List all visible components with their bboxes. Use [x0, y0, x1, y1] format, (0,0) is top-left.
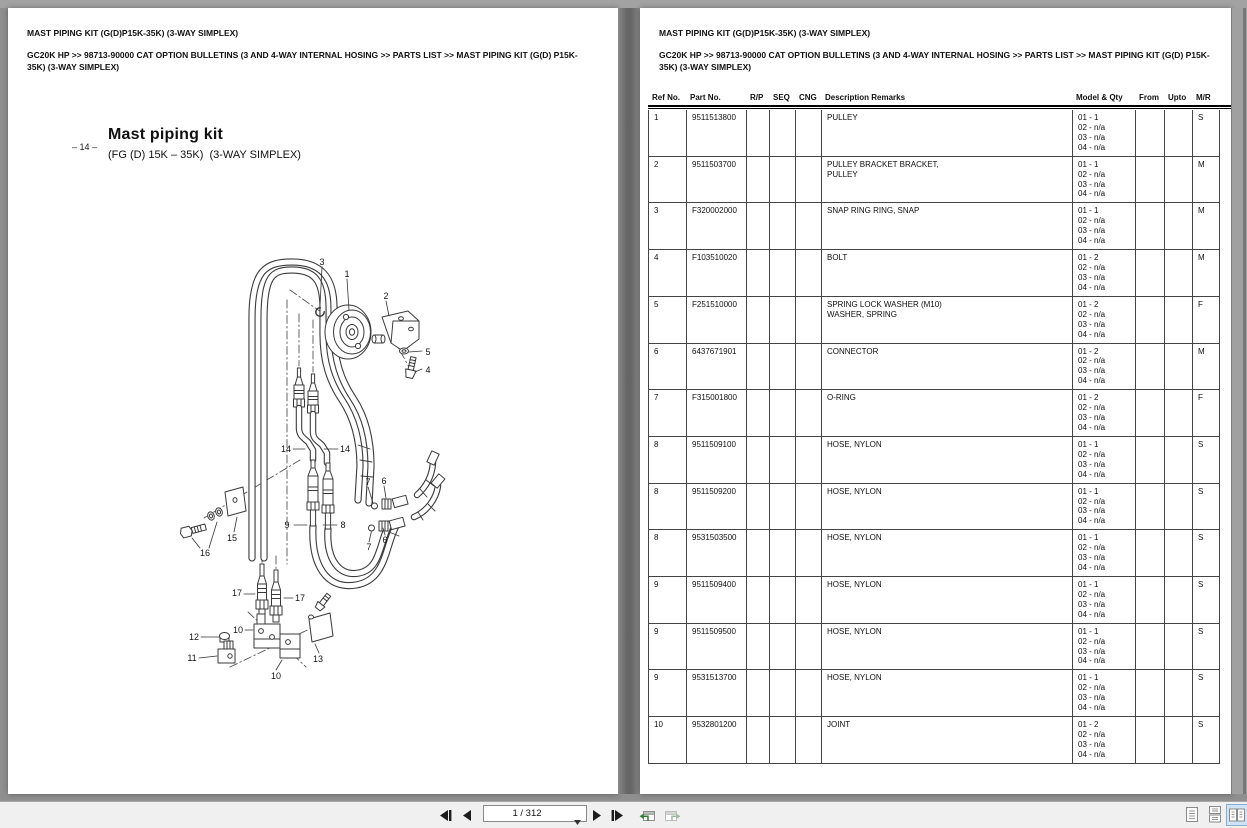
table-cell: PULLEY — [822, 110, 1073, 157]
table-cell: 8 — [649, 530, 687, 577]
parts-table-header — [648, 93, 1219, 102]
previous-view-button[interactable] — [637, 807, 657, 823]
table-cell — [1136, 670, 1165, 717]
table-row — [649, 484, 1221, 531]
table-cell — [770, 437, 796, 484]
table-cell — [1165, 297, 1193, 344]
left-page-breadcrumb: GC20K HP >> 98713-90000 CAT OPTION BULLETINS (3 AND 4-WAY INTERNAL HOSING >> PARTS LIST >> MAST PIPING KIT (G(D) P15K-35K) (3-WAY SIMPLEX) — [27, 50, 578, 72]
table-cell — [1165, 344, 1193, 391]
table-cell: 9 — [649, 670, 687, 717]
previous-page-button[interactable] — [461, 809, 479, 822]
table-cell: M — [1193, 250, 1220, 297]
page-number-combobox[interactable] — [483, 805, 587, 822]
table-cell — [1165, 670, 1193, 717]
table-cell — [796, 110, 822, 157]
top-margin-strip — [0, 0, 1247, 8]
callout-number: 8 — [340, 520, 346, 530]
table-cell — [770, 344, 796, 391]
table-row — [649, 344, 1221, 391]
callout-number: 10 — [232, 625, 244, 635]
table-cell — [770, 717, 796, 764]
table-cell — [1165, 157, 1193, 204]
table-cell: BOLT — [822, 250, 1073, 297]
table-cell — [747, 437, 770, 484]
table-cell — [747, 297, 770, 344]
table-cell: M — [1193, 203, 1220, 250]
callout-number: 3 — [319, 257, 325, 267]
table-cell: S — [1193, 437, 1220, 484]
table-cell — [770, 390, 796, 437]
table-cell: F — [1193, 390, 1220, 437]
page-navigation-toolbar — [0, 801, 1247, 828]
table-cell — [796, 624, 822, 671]
table-cell — [770, 484, 796, 531]
col-header-cng: CNG — [799, 93, 817, 102]
table-row — [649, 250, 1221, 297]
callout-number: 7 — [365, 477, 371, 487]
table-cell: 9511509500 — [687, 624, 747, 671]
table-cell — [1165, 530, 1193, 577]
table-cell: 01 - 2 02 - n/a 03 - n/a 04 - n/a — [1073, 717, 1136, 764]
table-cell — [770, 157, 796, 204]
table-cell — [770, 624, 796, 671]
next-page-button[interactable] — [591, 809, 609, 822]
last-page-button[interactable] — [609, 809, 627, 822]
table-cell — [1136, 390, 1165, 437]
washer-drawing — [400, 348, 409, 354]
table-cell — [796, 157, 822, 204]
callout-number: 9 — [284, 520, 290, 530]
table-cell — [1136, 624, 1165, 671]
table-cell: M — [1193, 344, 1220, 391]
table-cell: HOSE, NYLON — [822, 670, 1073, 717]
table-cell: CONNECTOR — [822, 344, 1073, 391]
table-cell: 1 — [649, 110, 687, 157]
next-view-icon — [663, 807, 683, 823]
table-row — [649, 110, 1221, 157]
table-cell — [747, 110, 770, 157]
right-page — [640, 8, 1232, 794]
callout-number: 13 — [312, 654, 324, 664]
table-cell — [747, 157, 770, 204]
tube-drawing — [299, 408, 327, 463]
col-header-model-qty: Model & Qty — [1076, 93, 1123, 102]
col-header-from: From — [1139, 93, 1159, 102]
table-cell: S — [1193, 670, 1220, 717]
table-cell: 4 — [649, 250, 687, 297]
table-cell — [747, 203, 770, 250]
callout-number: 1 — [344, 269, 350, 279]
table-cell: O-RING — [822, 390, 1073, 437]
table-cell: 01 - 1 02 - n/a 03 - n/a 04 - n/a — [1073, 577, 1136, 624]
table-cell — [1165, 717, 1193, 764]
table-cell: 9 — [649, 577, 687, 624]
next-view-button[interactable] — [663, 807, 683, 823]
callout-number: 14 — [339, 444, 351, 454]
table-cell: S — [1193, 577, 1220, 624]
table-cell — [796, 390, 822, 437]
table-cell — [747, 670, 770, 717]
table-cell: F315001800 — [687, 390, 747, 437]
table-cell — [796, 250, 822, 297]
right-page-breadcrumb: GC20K HP >> 98713-90000 CAT OPTION BULLETINS (3 AND 4-WAY INTERNAL HOSING >> PARTS LIST >> MAST PIPING KIT (G(D) P15K-35K) (3-WAY SIMPLEX) — [659, 50, 1210, 72]
table-cell: 8 — [649, 484, 687, 531]
left-page-title: MAST PIPING KIT (G(D)P15K-35K) (3-WAY SIMPLEX) — [27, 28, 239, 38]
two-page-view-icon — [1229, 807, 1246, 823]
table-cell: 01 - 1 02 - n/a 03 - n/a 04 - n/a — [1073, 203, 1136, 250]
table-cell — [747, 250, 770, 297]
table-cell — [1136, 717, 1165, 764]
callout-number: 7 — [366, 542, 372, 552]
table-cell: 9531513700 — [687, 670, 747, 717]
table-cell: HOSE, NYLON — [822, 577, 1073, 624]
table-cell: 6437671901 — [687, 344, 747, 391]
table-cell: S — [1193, 530, 1220, 577]
figure-subtitle: (FG (D) 15K – 35K) (3-WAY SIMPLEX) — [108, 149, 301, 161]
table-cell: 9511509100 — [687, 437, 747, 484]
previous-page-icon — [461, 809, 473, 822]
table-cell: 5 — [649, 297, 687, 344]
single-page-view-button[interactable] — [1185, 806, 1199, 828]
continuous-view-button[interactable] — [1208, 806, 1222, 828]
vertical-scrollbar[interactable] — [1231, 8, 1247, 794]
table-cell: 10 — [649, 717, 687, 764]
callout-number: 6 — [382, 535, 388, 545]
table-cell: 9511509400 — [687, 577, 747, 624]
table-cell: 01 - 1 02 - n/a 03 - n/a 04 - n/a — [1073, 110, 1136, 157]
single-page-view-icon — [1185, 806, 1199, 823]
table-cell — [1136, 344, 1165, 391]
table-cell: 01 - 2 02 - n/a 03 - n/a 04 - n/a — [1073, 250, 1136, 297]
table-cell — [770, 670, 796, 717]
table-cell — [796, 297, 822, 344]
table-cell — [770, 110, 796, 157]
table-cell: 6 — [649, 344, 687, 391]
table-cell: 8 — [649, 437, 687, 484]
table-cell — [1165, 577, 1193, 624]
table-cell: 01 - 2 02 - n/a 03 - n/a 04 - n/a — [1073, 344, 1136, 391]
table-cell: 01 - 1 02 - n/a 03 - n/a 04 - n/a — [1073, 530, 1136, 577]
table-cell — [747, 484, 770, 531]
table-row — [649, 390, 1221, 437]
table-cell: 9511513800 — [687, 110, 747, 157]
table-cell: 01 - 2 02 - n/a 03 - n/a 04 - n/a — [1073, 390, 1136, 437]
parts-table-body — [648, 110, 1221, 764]
col-header-mr: M/R — [1196, 93, 1211, 102]
table-cell — [796, 437, 822, 484]
callout-number: 14 — [280, 444, 292, 454]
table-row — [649, 577, 1221, 624]
table-cell — [747, 717, 770, 764]
callout-number: 16 — [199, 548, 211, 558]
table-cell: S — [1193, 110, 1220, 157]
table-header-rule — [648, 105, 1232, 109]
table-cell — [747, 390, 770, 437]
plate-drawing — [225, 487, 246, 516]
two-page-view-button[interactable] — [1226, 804, 1247, 826]
plate13-drawing — [309, 592, 334, 642]
callout-number: 10 — [270, 671, 282, 681]
table-cell — [1136, 157, 1165, 204]
table-cell: F320002000 — [687, 203, 747, 250]
table-cell — [796, 670, 822, 717]
table-cell — [796, 577, 822, 624]
table-cell: 01 - 2 02 - n/a 03 - n/a 04 - n/a — [1073, 297, 1136, 344]
table-cell: 01 - 1 02 - n/a 03 - n/a 04 - n/a — [1073, 670, 1136, 717]
table-cell: HOSE, NYLON — [822, 437, 1073, 484]
callout-number: 5 — [425, 347, 431, 357]
table-cell: 9532801200 — [687, 717, 747, 764]
table-cell: SNAP RING RING, SNAP — [822, 203, 1073, 250]
table-row — [649, 624, 1221, 671]
table-cell — [747, 624, 770, 671]
table-cell: F — [1193, 297, 1220, 344]
table-cell — [1165, 110, 1193, 157]
table-cell: F251510000 — [687, 297, 747, 344]
table-cell: 9 — [649, 624, 687, 671]
parts-diagram — [8, 8, 618, 794]
bracket-drawing — [372, 311, 419, 351]
table-cell — [747, 577, 770, 624]
table-cell — [1136, 577, 1165, 624]
table-cell: HOSE, NYLON — [822, 484, 1073, 531]
col-header-part: Part No. — [690, 93, 721, 102]
table-cell — [1165, 437, 1193, 484]
table-cell — [796, 203, 822, 250]
table-cell — [770, 297, 796, 344]
table-row — [649, 530, 1221, 577]
continuous-view-icon — [1208, 806, 1222, 823]
hose-sweep — [313, 524, 396, 586]
first-page-icon — [437, 809, 454, 822]
table-cell — [1136, 110, 1165, 157]
table-cell: PULLEY BRACKET BRACKET, PULLEY — [822, 157, 1073, 204]
table-cell — [1136, 530, 1165, 577]
table-cell — [747, 344, 770, 391]
table-cell: M — [1193, 157, 1220, 204]
table-cell: JOINT — [822, 717, 1073, 764]
table-row — [649, 717, 1221, 764]
table-row — [649, 437, 1221, 484]
left-page — [8, 8, 618, 794]
table-row — [649, 297, 1221, 344]
table-cell: F103510020 — [687, 250, 747, 297]
table-cell: 2 — [649, 157, 687, 204]
table-cell — [1165, 390, 1193, 437]
right-page-title: MAST PIPING KIT (G(D)P15K-35K) (3-WAY SIMPLEX) — [659, 28, 871, 38]
table-cell: 9531503500 — [687, 530, 747, 577]
callout-number: 17 — [294, 593, 306, 603]
page-indicator[interactable]: 1 / 312 — [512, 808, 542, 819]
table-cell — [1165, 250, 1193, 297]
table-cell — [770, 203, 796, 250]
table-cell — [796, 344, 822, 391]
table-cell: HOSE, NYLON — [822, 530, 1073, 577]
next-page-icon — [591, 809, 603, 822]
first-page-button[interactable] — [437, 809, 455, 822]
table-row — [649, 157, 1221, 204]
table-row — [649, 203, 1221, 250]
table-cell: 01 - 1 02 - n/a 03 - n/a 04 - n/a — [1073, 157, 1136, 204]
table-cell — [770, 577, 796, 624]
col-header-ref: Ref No. — [652, 93, 680, 102]
table-cell: 7 — [649, 390, 687, 437]
table-cell — [1165, 203, 1193, 250]
table-cell: S — [1193, 484, 1220, 531]
table-cell — [770, 530, 796, 577]
pulley-drawing — [325, 305, 371, 359]
table-cell — [747, 530, 770, 577]
previous-view-icon — [637, 807, 657, 823]
callout-number: 11 — [187, 653, 197, 663]
table-cell — [1165, 624, 1193, 671]
table-cell: 3 — [649, 203, 687, 250]
table-cell: S — [1193, 717, 1220, 764]
page-gap — [618, 8, 640, 794]
table-cell — [796, 717, 822, 764]
dropdown-caret-icon[interactable] — [574, 812, 581, 828]
col-header-upto: Upto — [1168, 93, 1187, 102]
table-cell: SPRING LOCK WASHER (M10) WASHER, SPRING — [822, 297, 1073, 344]
last-page-icon — [609, 809, 626, 822]
bolt-drawing — [404, 356, 419, 379]
table-cell — [1136, 250, 1165, 297]
table-cell: 9511503700 — [687, 157, 747, 204]
table-cell — [1165, 484, 1193, 531]
callout-number: 6 — [381, 476, 387, 486]
table-row — [649, 670, 1221, 717]
table-cell — [796, 484, 822, 531]
table-cell — [1136, 203, 1165, 250]
callout-number: 2 — [383, 291, 389, 301]
table-cell: S — [1193, 624, 1220, 671]
table-cell — [770, 250, 796, 297]
connector-drawing — [369, 451, 445, 531]
figure-title: Mast piping kit — [108, 126, 223, 143]
figure-page-number: – 14 – — [72, 142, 98, 152]
callout-number: 17 — [231, 588, 243, 598]
table-cell — [1136, 297, 1165, 344]
table-cell — [1136, 484, 1165, 531]
table-cell — [1136, 437, 1165, 484]
table-cell — [796, 530, 822, 577]
callout-number: 4 — [425, 365, 431, 375]
col-header-seq: SEQ — [773, 93, 790, 102]
callout-number: 12 — [188, 632, 200, 642]
table-cell: 01 - 1 02 - n/a 03 - n/a 04 - n/a — [1073, 437, 1136, 484]
table-cell: 01 - 1 02 - n/a 03 - n/a 04 - n/a — [1073, 484, 1136, 531]
hose-right — [414, 463, 438, 517]
table-cell: 9511509200 — [687, 484, 747, 531]
table-cell: HOSE, NYLON — [822, 624, 1073, 671]
table-cell: 01 - 1 02 - n/a 03 - n/a 04 - n/a — [1073, 624, 1136, 671]
elbow-drawing — [218, 641, 235, 663]
col-header-description: Description Remarks — [825, 93, 906, 102]
callout-number: 15 — [226, 533, 238, 543]
col-header-rp: R/P — [750, 93, 764, 102]
